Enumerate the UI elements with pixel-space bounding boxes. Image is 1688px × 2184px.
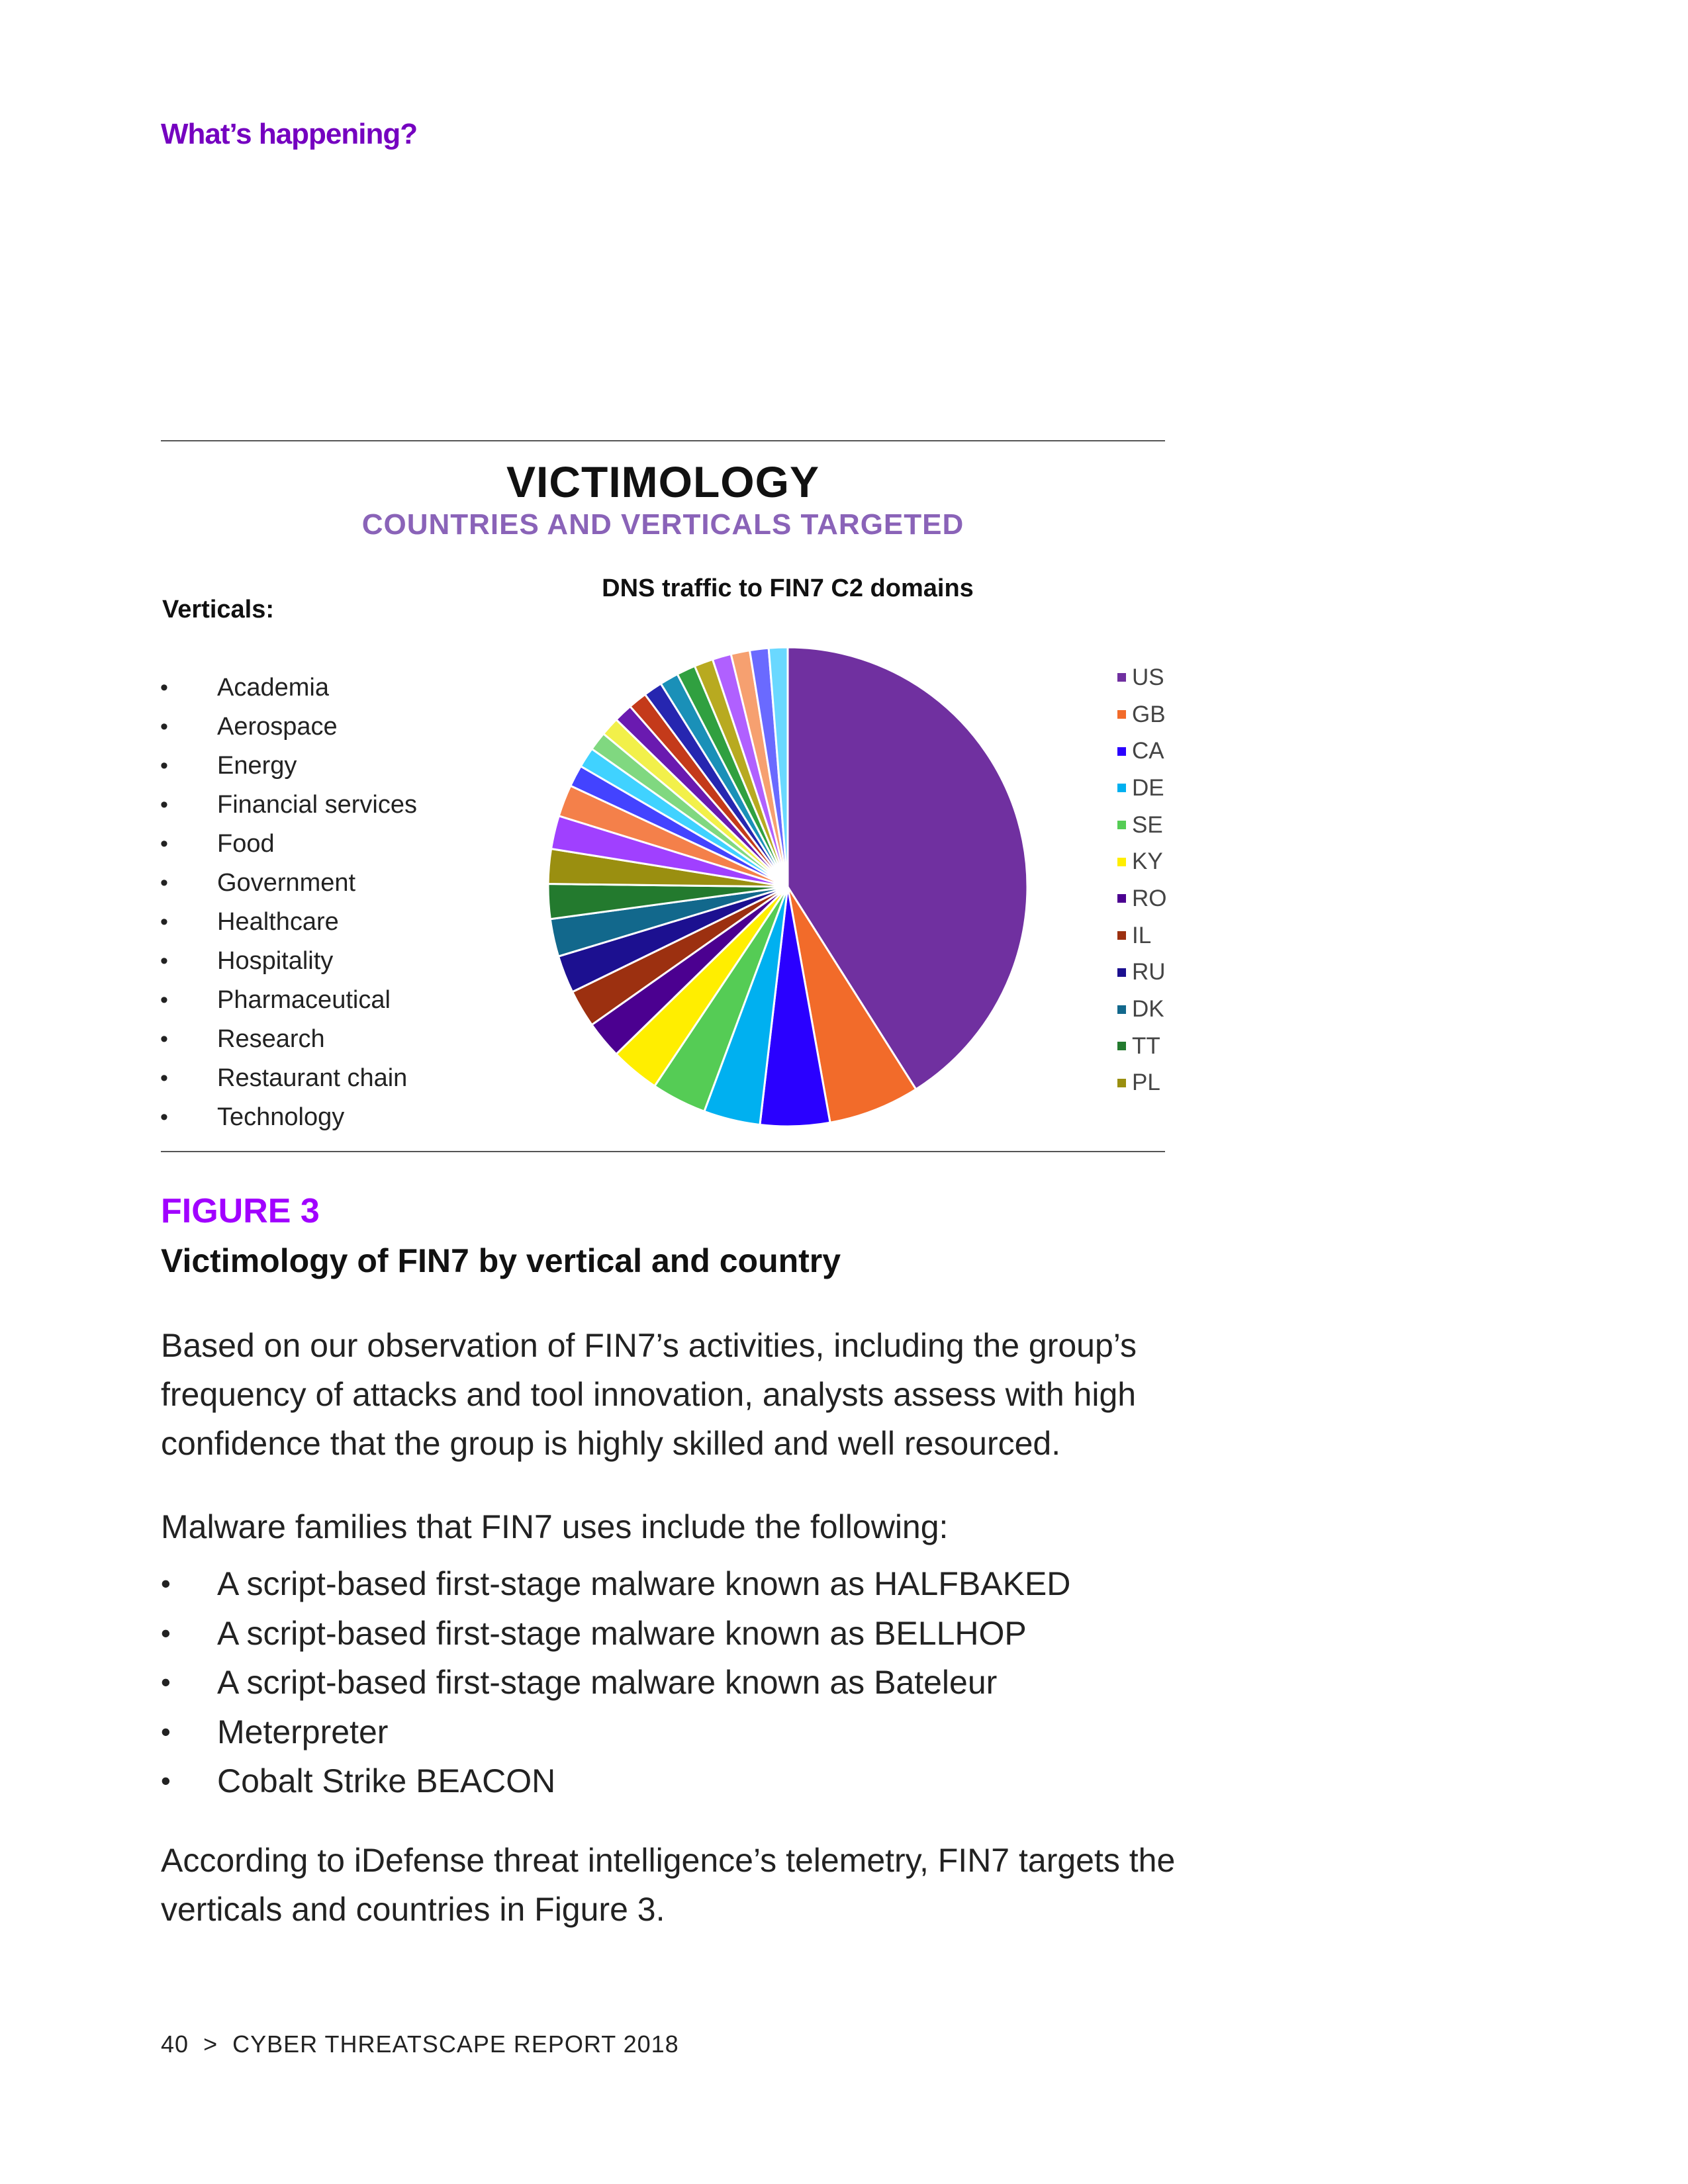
legend-label: IL xyxy=(1132,922,1152,948)
legend-item xyxy=(1117,954,1167,991)
figure-bottom-rule xyxy=(161,1151,1165,1152)
vertical-item: • Financial services xyxy=(159,786,417,825)
legend-label: US xyxy=(1132,664,1164,690)
legend-item xyxy=(1117,770,1167,807)
vertical-item: • Pharmaceutical xyxy=(159,981,417,1020)
legend-swatch xyxy=(1117,931,1126,940)
closing-paragraph: According to iDefense threat intelligence’s telemetry, FIN7 targets the verticals and countries in Figure 3. xyxy=(161,1842,1176,1928)
malware-item: • Meterpreter xyxy=(161,1707,1070,1757)
legend-item xyxy=(1117,843,1167,880)
vertical-item: • Research xyxy=(159,1020,417,1059)
legend-item xyxy=(1117,696,1167,733)
figure-caption: Victimology of FIN7 by vertical and country xyxy=(161,1242,841,1279)
legend-swatch xyxy=(1117,673,1126,682)
vertical-item: • Hospitality xyxy=(159,942,417,981)
vertical-item: • Academia xyxy=(159,668,417,707)
page-footer xyxy=(161,2030,679,2058)
legend-swatch xyxy=(1117,710,1126,719)
footer-separator: > xyxy=(203,2030,218,2058)
figure-top-rule xyxy=(161,440,1165,441)
legend-label: GB xyxy=(1132,701,1166,727)
malware-item: • A script-based first-stage malware known as HALFBAKED xyxy=(161,1559,1070,1609)
legend-item xyxy=(1117,733,1167,770)
legend-item xyxy=(1117,880,1167,917)
vertical-item: • Technology xyxy=(159,1098,417,1137)
malware-item: • A script-based first-stage malware known as Bateleur xyxy=(161,1658,1070,1707)
legend-item xyxy=(1117,917,1167,954)
vertical-item: • Government xyxy=(159,864,417,903)
pie-chart xyxy=(523,622,1053,1152)
chart-legend xyxy=(1117,659,1167,1101)
report-title: CYBER THREATSCAPE REPORT 2018 xyxy=(232,2030,679,2058)
page-number: 40 xyxy=(161,2030,189,2058)
legend-label: DE xyxy=(1132,774,1164,801)
legend-swatch xyxy=(1117,968,1126,977)
legend-swatch xyxy=(1117,1042,1126,1050)
malware-intro: Malware families that FIN7 uses include the following: xyxy=(161,1508,949,1545)
legend-swatch xyxy=(1117,1079,1126,1087)
vertical-item: • Restaurant chain xyxy=(159,1059,417,1098)
legend-swatch xyxy=(1117,821,1126,829)
legend-item xyxy=(1117,1028,1167,1065)
legend-swatch xyxy=(1117,858,1126,866)
vertical-item: • Food xyxy=(159,825,417,864)
legend-item xyxy=(1117,659,1167,696)
figure-title: VICTIMOLOGY xyxy=(506,457,820,506)
legend-swatch xyxy=(1117,747,1126,756)
body-paragraph: Based on our observation of FIN7’s activities, including the group’s frequency of attacks and tool innovation, analysts assess with high confidence that the group is highly skilled and well resourced. xyxy=(161,1327,1137,1462)
legend-item xyxy=(1117,807,1167,844)
legend-swatch xyxy=(1117,894,1126,903)
malware-list xyxy=(161,1559,1070,1806)
malware-item: • Cobalt Strike BEACON xyxy=(161,1756,1070,1806)
legend-label: RU xyxy=(1132,959,1166,985)
vertical-item: • Energy xyxy=(159,747,417,786)
vertical-item: • Healthcare xyxy=(159,903,417,942)
section-label: What’s happening? xyxy=(161,118,418,150)
legend-label: DK xyxy=(1132,996,1164,1023)
vertical-item: • Aerospace xyxy=(159,707,417,747)
legend-item xyxy=(1117,991,1167,1028)
verticals-list xyxy=(159,668,417,1137)
legend-label: TT xyxy=(1132,1032,1160,1059)
figure-subtitle: COUNTRIES AND VERTICALS TARGETED xyxy=(361,508,964,541)
verticals-heading: Verticals: xyxy=(162,596,274,623)
legend-label: PL xyxy=(1132,1069,1160,1096)
legend-label: CA xyxy=(1132,738,1164,764)
legend-label: RO xyxy=(1132,885,1167,911)
legend-item xyxy=(1117,1065,1167,1102)
legend-swatch xyxy=(1117,1005,1126,1014)
legend-label: KY xyxy=(1132,848,1163,875)
malware-item: • A script-based first-stage malware known as BELLHOP xyxy=(161,1609,1070,1659)
chart-title: DNS traffic to FIN7 C2 domains xyxy=(602,574,974,602)
legend-label: SE xyxy=(1132,811,1163,838)
figure-number: FIGURE 3 xyxy=(161,1192,320,1230)
legend-swatch xyxy=(1117,784,1126,792)
